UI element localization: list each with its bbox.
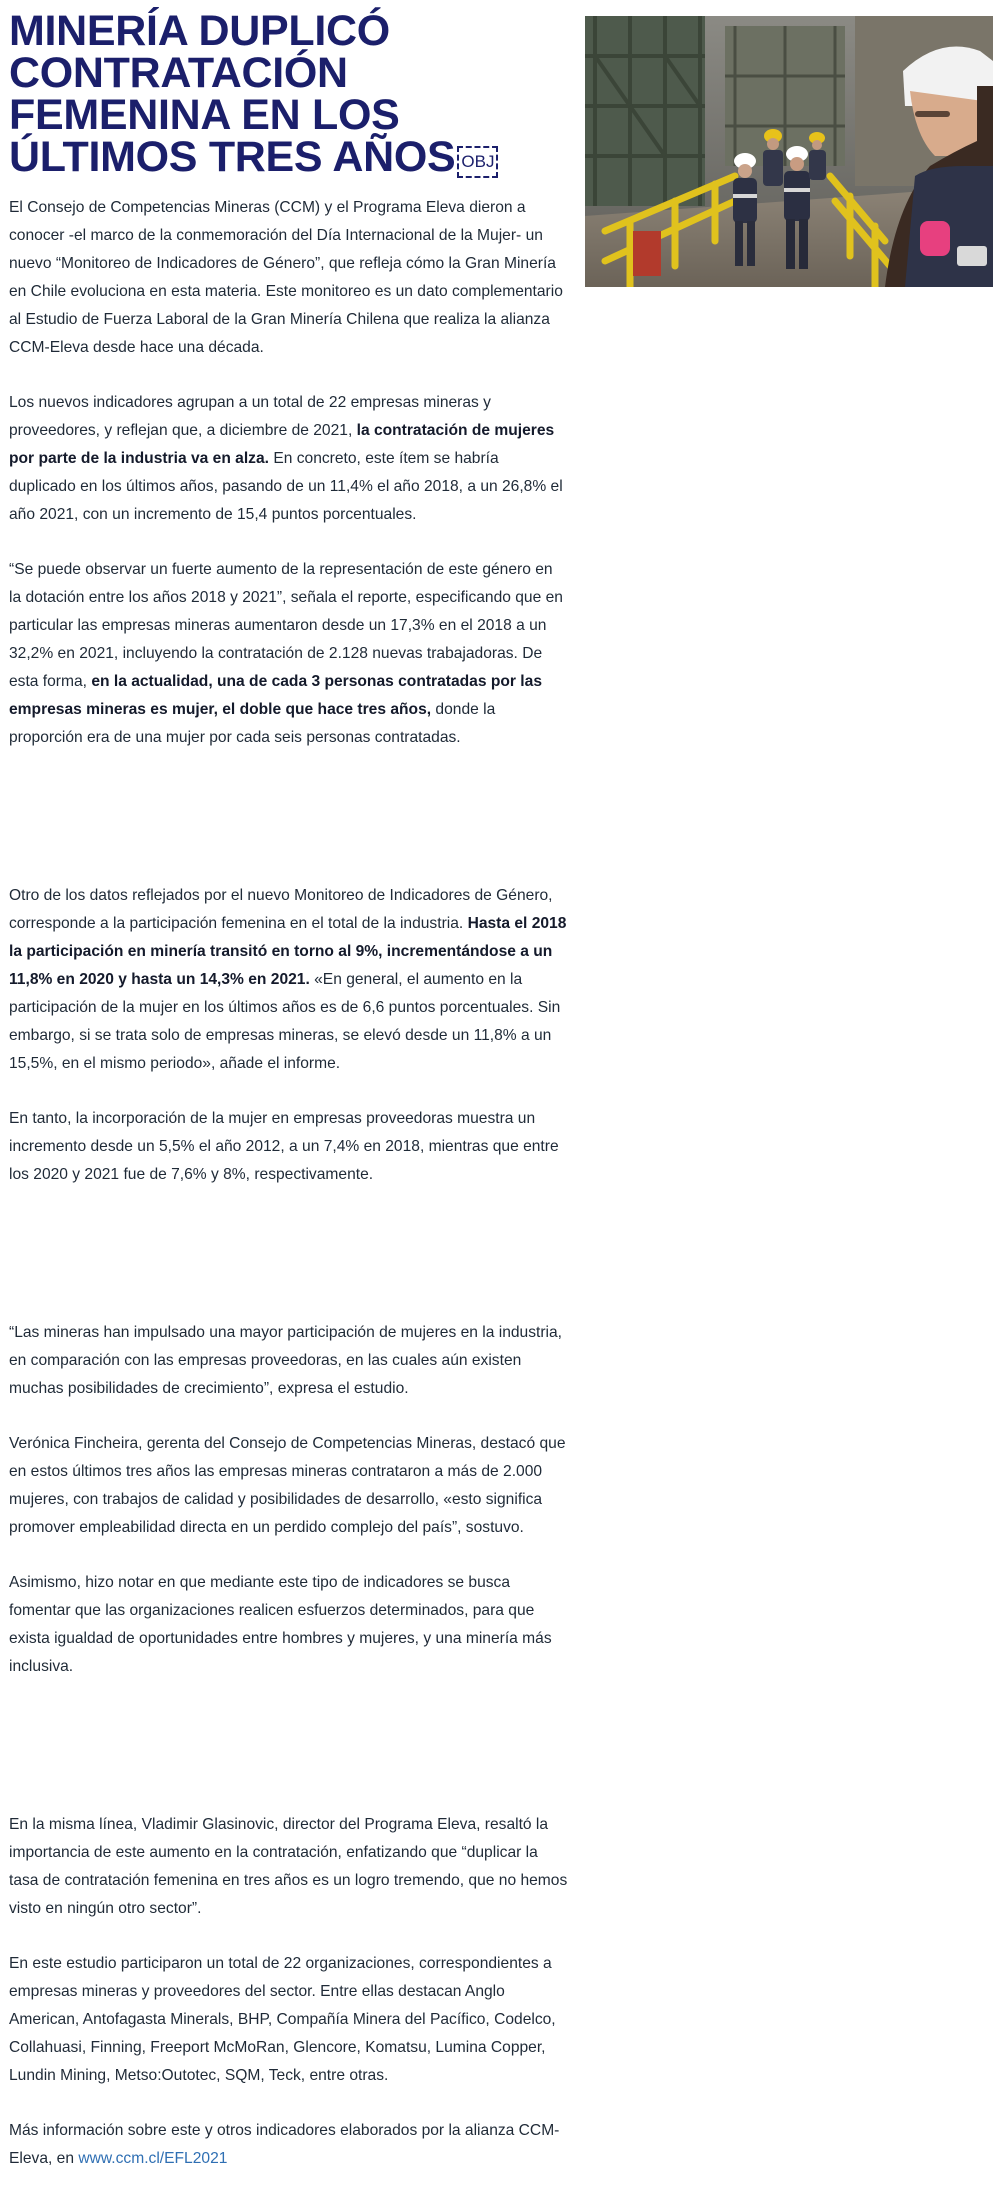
article-paragraph-3 — [9, 556, 569, 752]
paragraph-bold-text: la contratación de mujeres por parte de la industria va en alza. — [9, 422, 555, 467]
paragraph-bold-text: en la actualidad, una de cada 3 personas contratadas por las empresas mineras es mujer, el doble que hace tres años, — [9, 673, 542, 718]
paragraph-text: Los nuevos indicadores agrupan a un total de 22 empresas mineras y proveedores, y reflejan que, a diciembre de 2021, — [9, 394, 491, 439]
paragraph-text: donde la proporción era de una mujer por cada seis personas contratadas. — [9, 701, 496, 746]
paragraph-text: Otro de los datos reflejados por el nuevo Monitoreo de Indicadores de Género, corresponde a la participación femenina en el total de la industria. — [9, 887, 553, 932]
ccm-efl2021-link[interactable]: www.ccm.cl/EFL2021 — [78, 2150, 228, 2167]
article-paragraph-8: Asimismo, hizo notar en que mediante este tipo de indicadores se busca fomentar que las organizaciones realicen esfuerzos determinados, para que exista igualdad de oportunidades entre hombres y mujeres, y una minería más inclusiva. — [9, 1574, 552, 1675]
article-title-text: MINERÍA DUPLICÓ CONTRATACIÓN FEMENINA EN LOS ÚLTIMOS TRES AÑOS — [9, 7, 456, 181]
article-paragraph-5: En tanto, la incorporación de la mujer en empresas proveedoras muestra un incremento desde un 5,5% el año 2012, a un 7,4% en 2018, mientras que entre los 2020 y 2021 fue de 7,6% y 8%, respectivamente. — [9, 1110, 559, 1183]
paragraph-text: “Se puede observar un fuerte aumento de la representación de este género en la dotación entre los años 2018 y 2021”, señala el reporte, especificando que en particular las empresas mineras aumentaron desde un 17,3% en el 2018 a un 32,2% en 2021, incluyendo la contratación de 2.128 nuevas trabajadoras. De esta forma, — [9, 561, 563, 690]
paragraph-text: «En general, el aumento en la participación de la mujer en los últimos años es de 6,6 puntos porcentuales. Sin embargo, si se trata solo de empresas mineras, se elevó desde un 11,8% a un 15,5%, en el mismo periodo», añade el informe. — [9, 971, 561, 1072]
article-paragraph-1: El Consejo de Competencias Mineras (CCM) y el Programa Eleva dieron a conocer -el marco de la conmemoración del Día Internacional de la Mujer- un nuevo “Monitoreo de Indicadores de Género”, que refleja cómo la Gran Minería en Chile evoluciona en esta materia. Este monitoreo es un dato complementario al Estudio de Fuerza Laboral de la Gran Minería Chilena que realiza la alianza CCM-Eleva desde hace una década. — [9, 199, 563, 356]
article-body — [9, 194, 569, 2200]
article-paragraph-7: Verónica Fincheira, gerenta del Consejo de Competencias Mineras, destacó que en estos últimos tres años las empresas mineras contrataron a más de 2.000 mujeres, con trabajos de calidad y posibilidades de desarrollo, «esto significa promover empleabilidad directa en un perdido complejo del país”, sostuvo. — [9, 1435, 566, 1536]
article-paragraph-2 — [9, 389, 569, 529]
obj-badge[interactable]: OBJ — [457, 146, 498, 178]
article-paragraph-4 — [9, 882, 569, 1078]
article-paragraph-11 — [9, 2117, 569, 2173]
article-title — [9, 7, 569, 181]
hero-image — [585, 16, 993, 287]
paragraph-text: Más información sobre este y otros indicadores elaborados por la alianza CCM-Eleva, en — [9, 2122, 560, 2167]
paragraph-text: En concreto, este ítem se habría duplicado en los últimos años, pasando de un 11,4% el año 2018, a un 26,8% el año 2021, con un incremento de 15,4 puntos porcentuales. — [9, 450, 563, 523]
article-paragraph-10: En este estudio participaron un total de 22 organizaciones, correspondientes a empresas mineras y proveedores del sector. Entre ellas destacan Anglo American, Antofagasta Minerals, BHP, Compañía Minera del Pacífico, Codelco, Collahuasi, Finning, Freeport McMoRan, Glencore, Komatsu, Lumina Copper, Lundin Mining, Metso:Outotec, SQM, Teck, entre otras. — [9, 1955, 556, 2084]
paragraph-bold-text: Hasta el 2018 la participación en minería transitó en torno al 9%, incrementándose a un 11,8% en 2020 y hasta un 14,3% en 2021. — [9, 915, 567, 988]
mining-workers-photo — [585, 16, 993, 287]
article-paragraph-6: “Las mineras han impulsado una mayor participación de mujeres en la industria, en comparación con las empresas proveedoras, en las cuales aún existen muchas posibilidades de crecimiento”, expresa el estudio. — [9, 1324, 562, 1397]
article-paragraph-9: En la misma línea, Vladimir Glasinovic, director del Programa Eleva, resaltó la importancia de este aumento en la contratación, enfatizando que “duplicar la tasa de contratación femenina en tres años es un logro tremendo, que no hemos visto en ningún otro sector”. — [9, 1816, 568, 1917]
